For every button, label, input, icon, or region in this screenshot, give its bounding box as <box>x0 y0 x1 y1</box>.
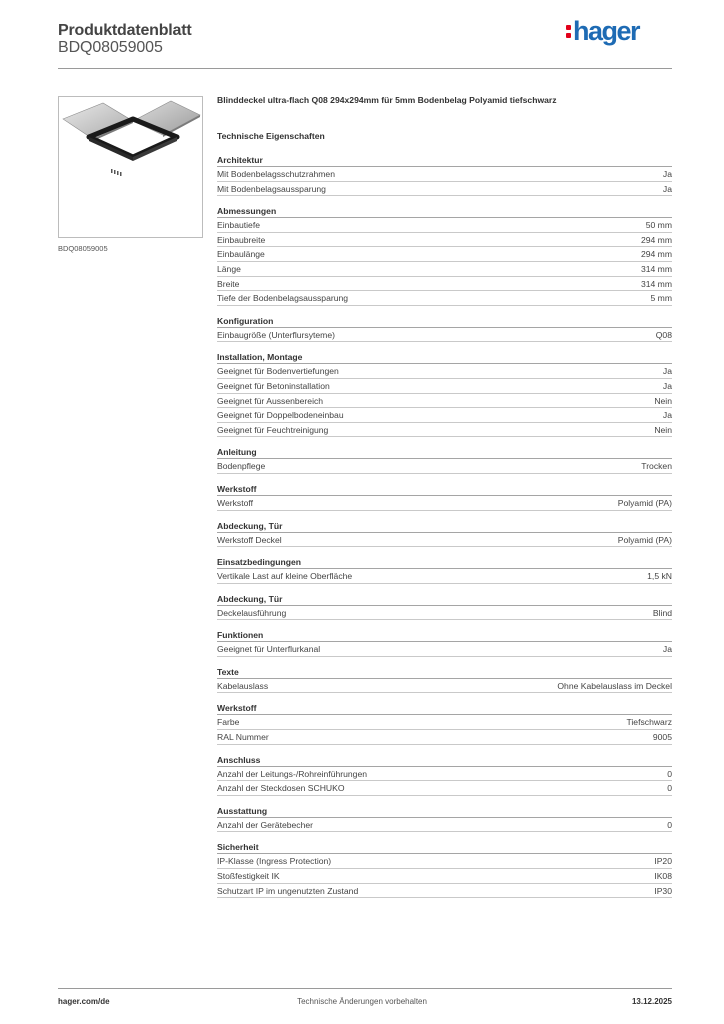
spec-section <box>217 314 672 343</box>
hager-logo <box>566 16 639 47</box>
spec-section <box>217 753 672 796</box>
spec-row <box>217 379 672 394</box>
footer-date: 13.12.2025 <box>631 997 672 1006</box>
spec-value: Polyamid (PA) <box>617 497 672 508</box>
spec-value: Nein <box>654 424 672 435</box>
spec-row <box>217 869 672 884</box>
spec-value: Ja <box>662 410 672 421</box>
spec-value: Ja <box>662 380 672 391</box>
spec-value: 294 mm <box>640 249 672 260</box>
spec-label: Anzahl der Gerätebecher <box>217 819 314 830</box>
spec-value: 9005 <box>652 732 672 743</box>
spec-section <box>217 804 672 833</box>
section-heading: Werkstoff <box>217 701 672 715</box>
spec-section <box>217 153 672 196</box>
spec-row <box>217 423 672 438</box>
spec-section <box>217 665 672 694</box>
section-heading: Abdeckung, Tür <box>217 592 672 606</box>
spec-row <box>217 459 672 474</box>
section-heading: Werkstoff <box>217 482 672 496</box>
spec-label: Einbaugröße (Unterflursyteme) <box>217 329 335 340</box>
spec-label: Geeignet für Bodenvertiefungen <box>217 366 339 377</box>
spec-section <box>217 592 672 621</box>
spec-row <box>217 569 672 584</box>
spec-value: 314 mm <box>640 263 672 274</box>
spec-label: Stoßfestigkeit IK <box>217 871 280 882</box>
logo-dots-icon <box>566 22 572 38</box>
spec-row <box>217 818 672 833</box>
spec-content <box>217 92 672 906</box>
spec-label: Kabelauslass <box>217 680 269 691</box>
spec-label: Anzahl der Leitungs-/Rohreinführungen <box>217 768 368 779</box>
section-heading: Einsatzbedingungen <box>217 555 672 569</box>
spec-row <box>217 767 672 782</box>
spec-label: IP-Klasse (Ingress Protection) <box>217 856 332 867</box>
spec-value: IP30 <box>654 885 672 896</box>
section-heading: Anleitung <box>217 445 672 459</box>
section-heading: Anschluss <box>217 753 672 767</box>
spec-value: 314 mm <box>640 278 672 289</box>
article-number: BDQ08059005 <box>58 39 163 56</box>
spec-value: Trocken <box>641 461 672 472</box>
spec-row <box>217 408 672 423</box>
spec-value: Polyamid (PA) <box>617 534 672 545</box>
spec-label: Tiefe der Bodenbelagsaussparung <box>217 293 349 304</box>
spec-label: Länge <box>217 263 241 274</box>
spec-label: Farbe <box>217 717 240 728</box>
logo-text: hager <box>573 16 640 46</box>
header-divider <box>58 68 672 69</box>
spec-label: Deckelausführung <box>217 607 287 618</box>
spec-label: Vertikale Last auf kleine Oberfläche <box>217 571 353 582</box>
spec-row <box>217 291 672 306</box>
spec-row <box>217 277 672 292</box>
spec-row <box>217 182 672 197</box>
spec-row <box>217 233 672 248</box>
spec-row <box>217 781 672 796</box>
spec-row <box>217 679 672 694</box>
spec-label: Breite <box>217 278 240 289</box>
section-heading: Architektur <box>217 153 672 167</box>
footer-website: hager.com/de <box>58 997 110 1006</box>
spec-value: 0 <box>667 819 672 830</box>
spec-sections <box>217 153 672 898</box>
spec-value: Ja <box>662 366 672 377</box>
spec-label: Einbaubreite <box>217 234 266 245</box>
spec-label: RAL Nummer <box>217 732 269 743</box>
spec-value: Ja <box>662 183 672 194</box>
spec-value: 1,5 kN <box>647 571 672 582</box>
spec-label: Geeignet für Doppelbodeneinbau <box>217 410 344 421</box>
section-heading: Konfiguration <box>217 314 672 328</box>
spec-section <box>217 350 672 437</box>
spec-value: Ja <box>662 169 672 179</box>
spec-section <box>217 482 672 511</box>
spec-label: Geeignet für Betoninstallation <box>217 380 330 391</box>
spec-row <box>217 854 672 869</box>
spec-value: Tiefschwarz <box>626 717 672 728</box>
spec-value: IP20 <box>654 856 672 867</box>
page-title: Produktdatenblatt <box>58 22 192 39</box>
spec-row <box>217 394 672 409</box>
spec-label: Geeignet für Feuchtreinigung <box>217 424 329 435</box>
spec-label: Werkstoff Deckel <box>217 534 282 545</box>
spec-row <box>217 884 672 899</box>
product-title: Blinddeckel ultra-flach Q08 294x294mm für 5mm Bodenbelag Polyamid tiefschwarz <box>217 95 557 105</box>
section-heading: Sicherheit <box>217 840 672 854</box>
spec-row <box>217 642 672 657</box>
spec-value: 5 mm <box>650 293 672 304</box>
spec-value: 0 <box>667 768 672 779</box>
spec-label: Einbautiefe <box>217 220 261 231</box>
section-heading: Abmessungen <box>217 204 672 218</box>
spec-row <box>217 533 672 548</box>
spec-label: Mit Bodenbelagsaussparung <box>217 183 326 194</box>
spec-row <box>217 218 672 233</box>
spec-label: Mit Bodenbelagsschutzrahmen <box>217 169 335 179</box>
spec-row <box>217 730 672 745</box>
spec-value: Blind <box>652 607 672 618</box>
section-heading: Texte <box>217 665 672 679</box>
spec-row <box>217 496 672 511</box>
floor-box-cover-illustration <box>59 97 202 237</box>
spec-value: IK08 <box>654 871 672 882</box>
spec-section <box>217 519 672 548</box>
spec-value: 50 mm <box>645 220 672 231</box>
spec-value: Ja <box>662 644 672 655</box>
spec-row <box>217 606 672 621</box>
spec-section <box>217 204 672 306</box>
spec-label: Bodenpflege <box>217 461 266 472</box>
image-caption: BDQ08059005 <box>58 244 108 253</box>
spec-label: Geeignet für Aussenbereich <box>217 395 324 406</box>
spec-label: Schutzart IP im ungenutzten Zustand <box>217 885 359 896</box>
spec-value: Nein <box>654 395 672 406</box>
section-heading: Abdeckung, Tür <box>217 519 672 533</box>
footer-divider <box>58 988 672 989</box>
spec-label: Einbaulänge <box>217 249 265 260</box>
spec-section <box>217 701 672 744</box>
section-heading: Funktionen <box>217 628 672 642</box>
spec-value: 0 <box>667 783 672 794</box>
footer-notice: Technische Änderungen vorbehalten <box>297 997 427 1006</box>
product-image <box>58 96 203 238</box>
spec-section <box>217 445 672 474</box>
spec-label: Geeignet für Unterflurkanal <box>217 644 321 655</box>
spec-label: Anzahl der Steckdosen SCHUKO <box>217 783 345 794</box>
spec-value: Q08 <box>655 329 672 340</box>
section-heading: Installation, Montage <box>217 350 672 364</box>
spec-row <box>217 715 672 730</box>
spec-section <box>217 628 672 657</box>
spec-label: Werkstoff <box>217 497 253 508</box>
spec-row <box>217 328 672 343</box>
spec-row <box>217 262 672 277</box>
spec-value: 294 mm <box>640 234 672 245</box>
spec-section <box>217 555 672 584</box>
section-heading: Ausstattung <box>217 804 672 818</box>
spec-row <box>217 364 672 379</box>
spec-section <box>217 840 672 898</box>
tech-properties-heading: Technische Eigenschaften <box>217 131 325 141</box>
spec-value: Ohne Kabelauslass im Deckel <box>557 680 672 691</box>
spec-row <box>217 247 672 262</box>
spec-row <box>217 167 672 182</box>
